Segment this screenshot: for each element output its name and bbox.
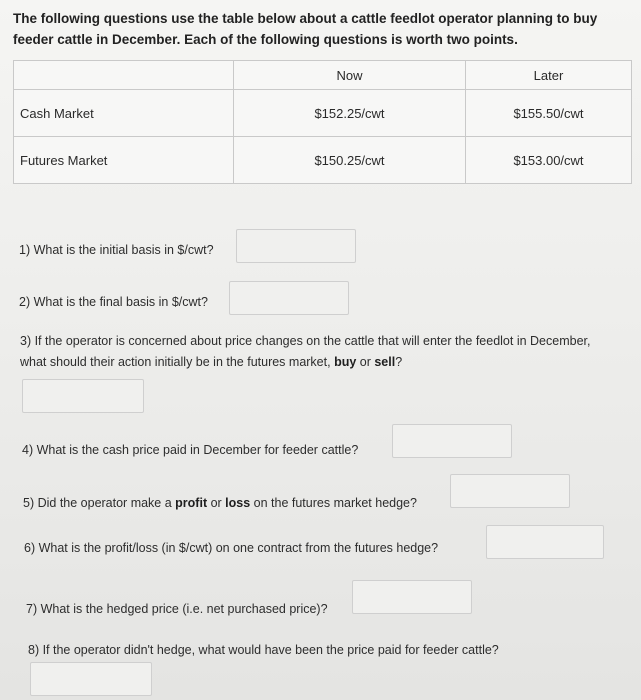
header-blank bbox=[14, 61, 234, 90]
table-row bbox=[14, 90, 632, 137]
answer-3-input[interactable] bbox=[22, 379, 144, 413]
question-5 bbox=[23, 493, 417, 514]
table-header-row bbox=[14, 61, 632, 90]
profit-keyword: profit bbox=[175, 496, 208, 510]
table-row bbox=[14, 137, 632, 184]
instructions-text: The following questions use the table below about a cattle feedlot operator planning to buy feeder cattle in December. Each of the following questions is worth two points. bbox=[13, 11, 598, 47]
cash-later-value: $155.50/cwt bbox=[466, 90, 632, 137]
answer-6-input[interactable] bbox=[486, 525, 604, 559]
question-3-end: ? bbox=[395, 355, 403, 369]
question-5-text: 5) Did the operator make a bbox=[23, 496, 176, 510]
answer-8-input[interactable] bbox=[30, 662, 152, 696]
answer-4-input[interactable] bbox=[392, 424, 512, 458]
row-label-futures-market: Futures Market bbox=[14, 137, 234, 184]
answer-2-input[interactable] bbox=[229, 281, 349, 315]
futures-now-value: $150.25/cwt bbox=[234, 137, 466, 184]
question-4: 4) What is the cash price paid in December for feeder cattle? bbox=[22, 443, 359, 457]
question-6: 6) What is the profit/loss (in $/cwt) on one contract from the futures hedge? bbox=[24, 541, 439, 555]
question-7: 7) What is the hedged price (i.e. net purchased price)? bbox=[26, 602, 328, 616]
answer-7-input[interactable] bbox=[352, 580, 472, 614]
header-later: Later bbox=[466, 61, 632, 90]
header-now: Now bbox=[234, 61, 466, 90]
question-1: 1) What is the initial basis in $/cwt? bbox=[19, 243, 214, 257]
or-text: or bbox=[207, 496, 226, 510]
question-3 bbox=[20, 331, 610, 373]
loss-keyword: loss bbox=[225, 496, 251, 510]
buy-keyword: buy bbox=[334, 355, 357, 369]
question-5-end: on the futures market hedge? bbox=[250, 496, 417, 510]
question-8: 8) If the operator didn't hedge, what would have been the price paid for feeder cattle? bbox=[28, 643, 499, 657]
futures-later-value: $153.00/cwt bbox=[466, 137, 632, 184]
row-label-cash-market: Cash Market bbox=[14, 90, 234, 137]
sell-keyword: sell bbox=[374, 355, 396, 369]
or-text: or bbox=[356, 355, 375, 369]
price-table bbox=[13, 60, 632, 184]
cash-now-value: $152.25/cwt bbox=[234, 90, 466, 137]
answer-5-input[interactable] bbox=[450, 474, 570, 508]
question-2: 2) What is the final basis in $/cwt? bbox=[19, 295, 208, 309]
question-3-text: 3) If the operator is concerned about price changes on the cattle that will enter the feedlot in December, what should their action initially be in the futures market, bbox=[20, 334, 591, 369]
answer-1-input[interactable] bbox=[236, 229, 356, 263]
